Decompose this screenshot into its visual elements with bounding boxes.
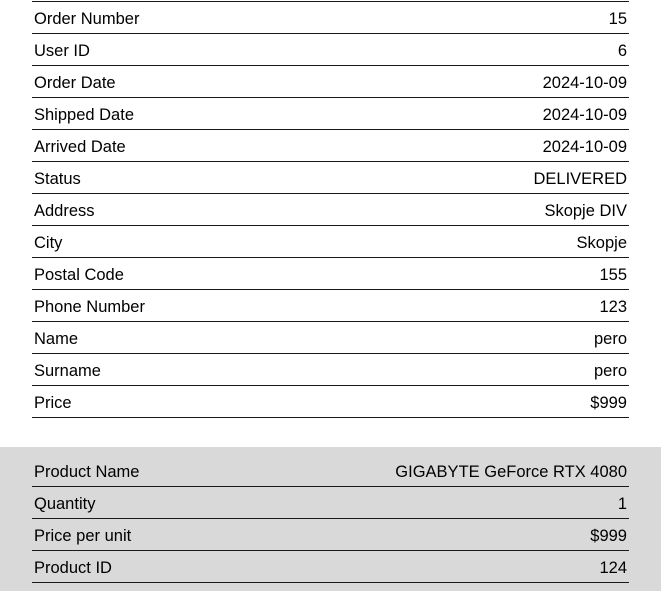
price-label: Price [32,386,331,418]
section-divider [0,418,661,434]
price-value: $999 [331,386,630,418]
postal-code-value: 155 [331,258,630,290]
product-id-label: Product ID [32,550,331,582]
status-value: DELIVERED [331,162,630,194]
product-details-body [32,454,629,582]
table-row [32,290,629,322]
table-row [32,258,629,290]
quantity-value: 1 [331,486,630,518]
user-id-label: User ID [32,34,331,66]
table-row [32,162,629,194]
shipped-date-value: 2024-10-09 [331,98,630,130]
address-value: Skopje DIV [331,194,630,226]
price-per-unit-label: Price per unit [32,518,331,550]
surname-value: pero [331,354,630,386]
quantity-label: Quantity [32,486,331,518]
table-row [32,66,629,98]
name-value: pero [331,322,630,354]
table-row [32,130,629,162]
surname-label: Surname [32,354,331,386]
status-label: Status [32,162,331,194]
order-details-body [32,2,629,418]
postal-code-label: Postal Code [32,258,331,290]
price-per-unit-value: $999 [331,518,630,550]
order-date-label: Order Date [32,66,331,98]
product-details-section [0,447,661,591]
table-row [32,322,629,354]
phone-number-label: Phone Number [32,290,331,322]
shipped-date-label: Shipped Date [32,98,331,130]
product-id-value: 124 [331,550,630,582]
table-row [32,386,629,418]
order-date-value: 2024-10-09 [331,66,630,98]
table-row [32,550,629,582]
product-details-table [32,454,629,583]
table-row [32,2,629,34]
table-row [32,98,629,130]
table-row [32,486,629,518]
order-number-label: Order Number [32,2,331,34]
user-id-value: 6 [331,34,630,66]
table-row [32,226,629,258]
order-number-value: 15 [331,2,630,34]
table-row [32,34,629,66]
name-label: Name [32,322,331,354]
table-row [32,454,629,486]
table-row [32,518,629,550]
order-details-table [32,1,629,418]
product-name-label: Product Name [32,454,331,486]
arrived-date-value: 2024-10-09 [331,130,630,162]
table-row [32,354,629,386]
city-label: City [32,226,331,258]
address-label: Address [32,194,331,226]
product-name-value: GIGABYTE GeForce RTX 4080 [331,454,630,486]
phone-number-value: 123 [331,290,630,322]
table-row [32,194,629,226]
city-value: Skopje [331,226,630,258]
arrived-date-label: Arrived Date [32,130,331,162]
